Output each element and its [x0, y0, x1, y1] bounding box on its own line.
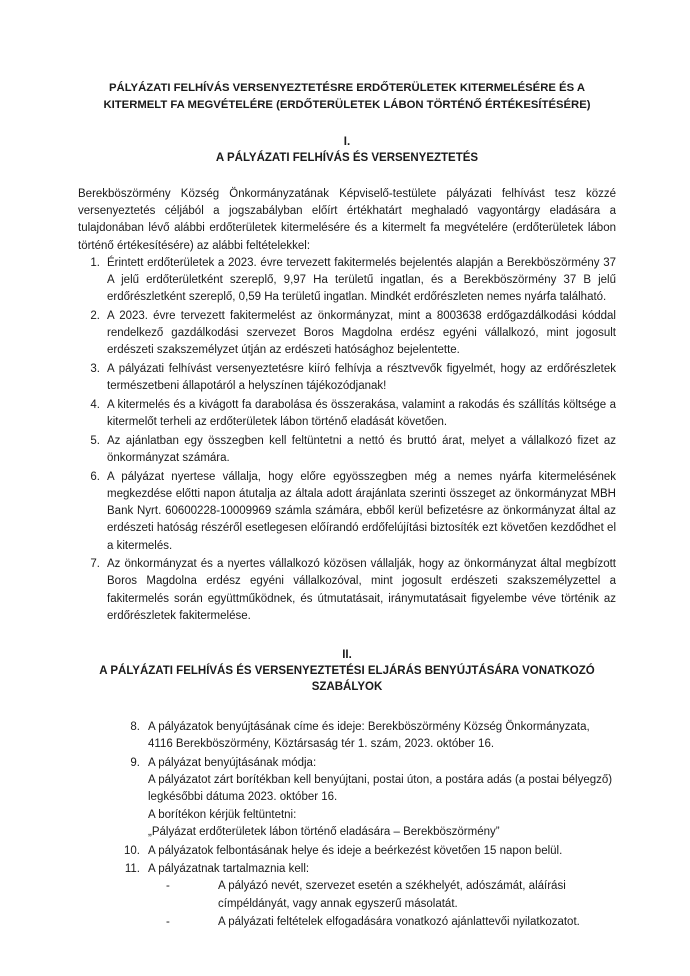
item-number: 4. — [90, 398, 100, 411]
item-text: „Pályázat erdőterületek lábon történő eladására – Berekböszörmény” — [148, 825, 500, 838]
list-item — [78, 719, 616, 753]
item-text: A kitermelés és a kivágott fa darabolása és összerakása, valamint a rakodás és szállítás költsége a kitermelőt terheli az erdőterületek lábon történő eladását követően. — [107, 398, 616, 429]
bullet-item — [148, 914, 616, 931]
item-text: A pályázat benyújtásának módja: — [148, 756, 317, 769]
document-title: PÁLYÁZATI FELHÍVÁS VERSENYEZTETÉSRE ERDŐTERÜLETEK KITERMELÉSÉRE ÉS A KITERMELT FA MEGVÉTELÉRE (ERDŐTERÜLETEK LÁBON TÖRTÉNŐ ÉRTÉKESÍTÉSÉRE) — [103, 82, 591, 111]
item-text: Érintett erdőterületek a 2023. évre tervezett fakitermelés bejelentés alapján a Berekböszörmény 37 A jelű erdőterületként szereplő, 9,97 Ha területű ingatlan, és a Berekböszörmény 37 B jelű erdőrészletként szereplő, 0,59 Ha területű ingatlan. Mindkét erdőrészleten nemes nyárfa található. — [107, 256, 616, 304]
section-2-list — [78, 719, 616, 931]
item-number: 7. — [90, 558, 100, 571]
section-1-intro: Berekböszörmény Község Önkormányzatának Képviselő-testülete pályázati felhívást tesz közzé versenyeztetés céljából a jogszabályban előírt értékhatárt meghaladó vagyontárgy eladására a tulajdonában lévő alábbi erdőterületek kitermelésére és a kitermelt fa megvételére (erdőterületek lábon történő értékesítésére) az alábbi feltételekkel: — [78, 188, 616, 252]
section-1-list — [78, 255, 616, 625]
section-2-title: A PÁLYÁZATI FELHÍVÁS ÉS VERSENYEZTETÉSI ELJÁRÁS BENYÚJTÁSÁRA VONATKOZÓ SZABÁLYOK — [99, 665, 595, 694]
bullet-text: A pályázó nevét, szervezet esetén a székhelyét, adószámát, aláírási címpéldányát, vagy annak egyszerű másolatát. — [218, 880, 566, 910]
item-number: 2. — [90, 309, 100, 322]
item-number: 9. — [130, 756, 140, 769]
item-number: 1. — [90, 256, 100, 269]
item-number: 11. — [124, 863, 140, 876]
list-item — [78, 843, 616, 860]
dash-bullet: - — [166, 880, 170, 893]
section-1 — [78, 134, 616, 625]
item-text: A borítékon kérjük feltüntetni: — [148, 808, 297, 821]
item-text: Az ajánlatban egy összegben kell feltüntetni a nettó és bruttó árat, melyet a vállalkozó fizet az önkormányzat számára. — [107, 434, 616, 465]
item-number: 3. — [90, 363, 100, 376]
item-text: A pályázat nyertese vállalja, hogy előre egyösszegben még a nemes nyárfa kitermelésének megkezdése előtti napon átutalja az általa adott árajánlata szerinti összeget az önkormányzat MBH Bank Nyrt. 60600228-10009969 számla számára, ebből kerül befizetésre az önkormányzat által az erdészeti hatóság részéről esetlegesen előírandó erdőfelújítási biztosíték ezt követően kezdődhet el a kitermelés. — [107, 470, 616, 552]
item-number: 5. — [90, 434, 100, 447]
list-item — [78, 469, 616, 555]
section-2 — [78, 647, 616, 931]
list-item — [78, 361, 616, 395]
item-number: 8. — [130, 721, 140, 734]
section-1-number: I. — [343, 136, 351, 148]
list-item — [78, 255, 616, 307]
bullet-text: A pályázati feltételek elfogadására vonatkozó ajánlattevői nyilatkozatot. — [218, 916, 580, 929]
list-item — [78, 433, 616, 467]
list-item — [78, 308, 616, 360]
bullet-list — [148, 878, 616, 931]
list-item — [78, 556, 616, 625]
section-2-number: II. — [342, 649, 352, 662]
item-number: 10. — [124, 844, 140, 857]
item-text: A pályázatok felbontásának helye és ideje a beérkezést követően 15 napon belül. — [148, 844, 563, 857]
list-item — [78, 861, 616, 931]
dash-bullet: - — [166, 916, 170, 929]
item-text: Az önkormányzat és a nyertes vállalkozó közösen vállalják, hogy az önkormányzat által megbízott Boros Magdolna erdész egyéni vállalkozóval, mint jogosult erdészeti szakszemélyzettel a fakitermelés során együttműködnek, és útmutatásait, iránymutatásait figyelembe véve történik az erdőrészletek fakitermelése. — [107, 558, 616, 622]
bullet-item — [148, 878, 616, 912]
item-text: A pályázati felhívást versenyeztetésre kiíró felhívja a résztvevők figyelmét, hogy az erdőrészletek természetbeni állapotáról a helyszínen tájékozódjanak! — [107, 363, 616, 393]
list-item — [78, 397, 616, 431]
item-text: A pályázatnak tartalmaznia kell: — [148, 863, 310, 876]
item-number: 6. — [90, 470, 100, 483]
list-item — [78, 755, 616, 841]
section-1-title: A PÁLYÁZATI FELHÍVÁS ÉS VERSENYEZTETÉS — [215, 152, 479, 164]
item-text: A pályázatok benyújtásának címe és ideje: Berekböszörmény Község Önkormányzata, 4116 Berekböszörmény, Köztársaság tér 1. szám, 2023. október 16. — [148, 721, 590, 751]
item-text: A pályázatot zárt borítékban kell benyújtani, postai úton, a postára adás (a postai bélyegző) legkésőbbi dátuma 2023. október 16. — [148, 774, 613, 804]
item-text: A 2023. évre tervezett fakitermelést az önkormányzat, mint a 8003638 erdőgazdálkodási kóddal rendelkező gazdálkodási szervezet Boros Magdolna erdész egyéni vállalkozó, mint jogosult erdészeti szakszemélyzet útján az erdészeti hatósághoz bejelentette. — [107, 309, 616, 357]
